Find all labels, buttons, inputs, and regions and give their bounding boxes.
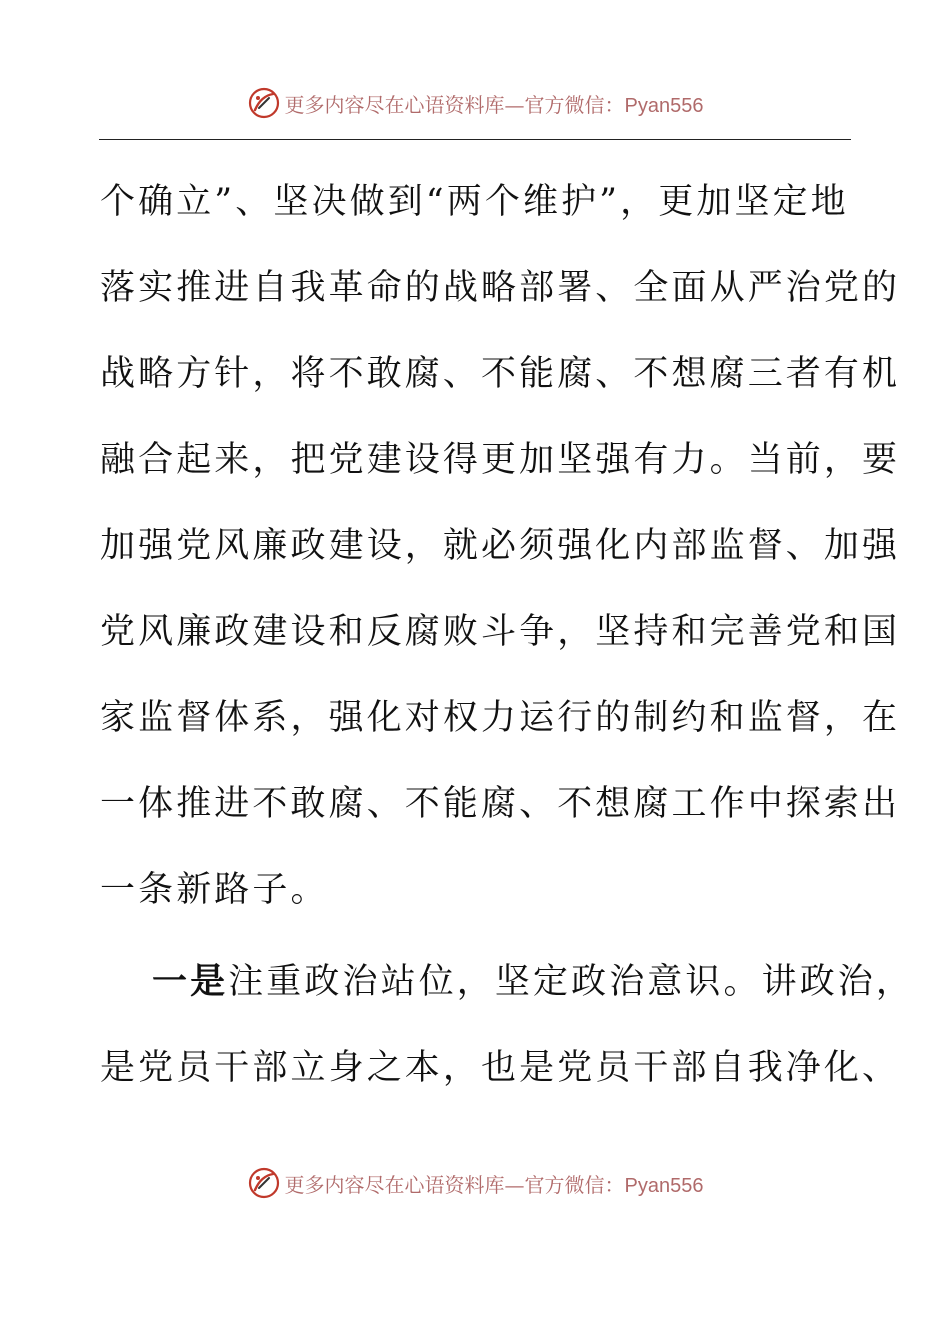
header-wechat-id: Pyan556 xyxy=(624,94,704,117)
header-banner xyxy=(0,83,950,123)
text-line: 家监督体系，强化对权力运行的制约和监督，在 xyxy=(100,698,901,738)
text-line: 战略方针，将不敢腐、不能腐、不想腐三者有机 xyxy=(100,354,901,394)
text-line: 是党员干部立身之本，也是党员干部自我净化、 xyxy=(100,1048,901,1088)
paragraph-2 xyxy=(100,950,915,1122)
header-text: 更多内容尽在心语资料库—官方微信：Pyan556 xyxy=(284,92,704,117)
text-line: 一体推进不敢腐、不能腐、不想腐工作中探索出 xyxy=(100,784,901,824)
logo-icon xyxy=(247,1166,281,1200)
text-line: 加强党风廉政建设，就必须强化内部监督、加强 xyxy=(100,526,901,566)
footer-banner xyxy=(0,1163,950,1203)
logo-icon xyxy=(247,86,281,120)
footer-wechat-id: Pyan556 xyxy=(624,1174,704,1197)
paragraph-1 xyxy=(100,170,901,944)
text-line: 党风廉政建设和反腐败斗争，坚持和完善党和国 xyxy=(100,612,901,652)
text-line: 个确立”、坚决做到“两个维护”，更加坚定地 xyxy=(100,182,849,222)
text-line xyxy=(100,950,915,1036)
text-line: 融合起来，把党建设得更加坚强有力。当前，要 xyxy=(100,440,901,480)
section-lead-rest: 注重政治站位，坚定政治意识。讲政治， xyxy=(228,962,915,1002)
text-line: 一条新路子。 xyxy=(100,870,329,910)
section-lead: 一是 xyxy=(152,962,229,1002)
text-line: 落实推进自我革命的战略部署、全面从严治党的 xyxy=(100,268,901,308)
document-body xyxy=(100,170,915,1122)
footer-text: 更多内容尽在心语资料库—官方微信：Pyan556 xyxy=(284,1172,704,1197)
header-divider xyxy=(99,139,851,140)
